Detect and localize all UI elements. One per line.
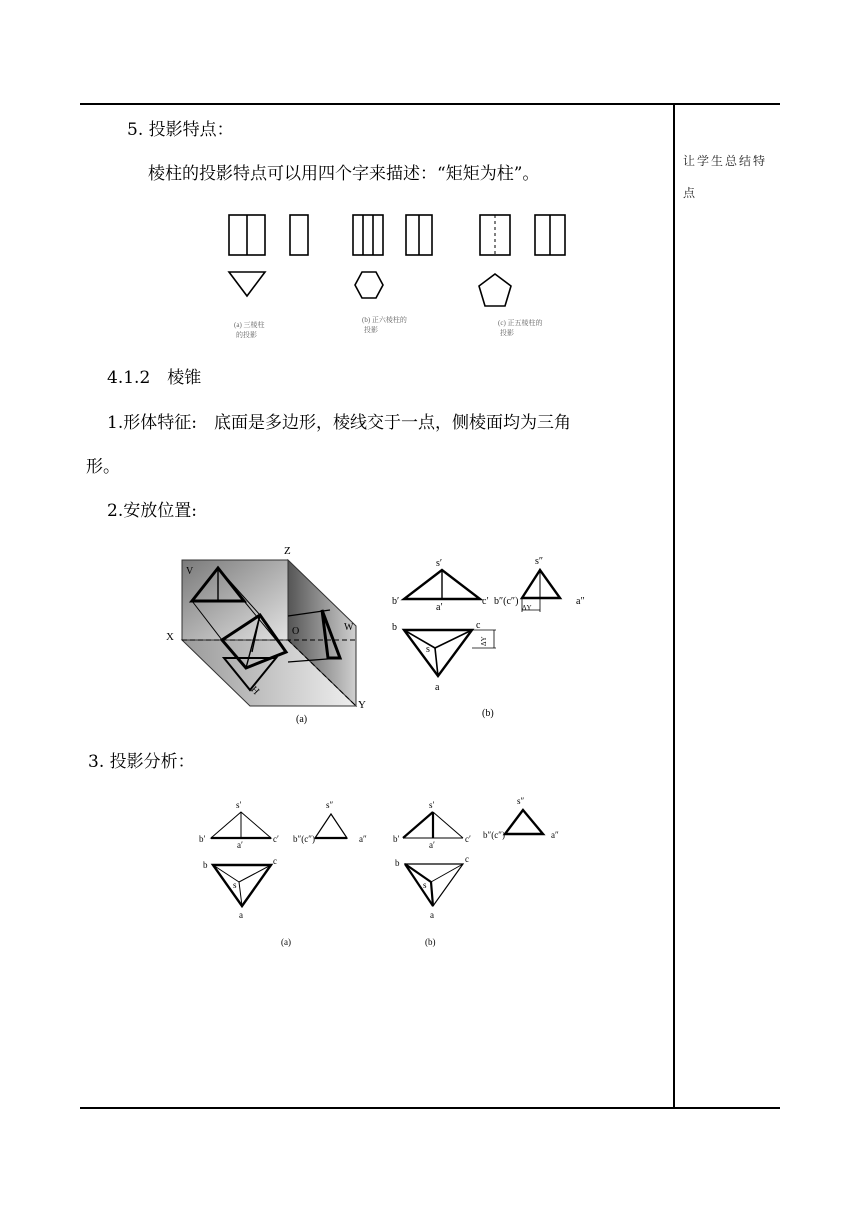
caption-c-line1: (c) 正五棱柱的: [498, 319, 543, 327]
label-dy-top: ΔY: [480, 636, 488, 646]
label-s-front: s′: [436, 558, 443, 569]
a-label-c-top: c: [273, 856, 277, 866]
b-label-s-top: s: [423, 880, 427, 890]
bottom-rule: [80, 1107, 780, 1109]
top-edge-sb: [404, 630, 435, 648]
a-side-view: [315, 814, 347, 838]
prism-c-top-view: [479, 274, 511, 306]
column-divider: [673, 103, 675, 1109]
b-label-s-side: s″: [517, 796, 525, 806]
a-label-a-side: a″: [359, 834, 367, 844]
section412-heading: 4.1.2 棱锥: [107, 368, 202, 388]
plane-w-label: W: [344, 622, 354, 633]
placement-heading: 2.安放位置:: [107, 501, 197, 521]
analysis-b-views: [403, 810, 543, 906]
b-label-bc-side: b″(c″): [483, 830, 505, 840]
b-top-ab: [405, 864, 433, 906]
prism-a-top-view: [229, 272, 265, 296]
top-rule: [80, 103, 780, 105]
side-view: [522, 570, 560, 598]
b-label-a-side: a″: [551, 830, 559, 840]
label-c-front: c′: [482, 596, 489, 607]
section3-heading: 3. 投影分析：: [88, 752, 195, 772]
caption-c-line2: 投影: [500, 329, 514, 337]
section5-heading: 5. 投影特点：: [127, 120, 234, 140]
analysis-a-views: [211, 812, 347, 906]
label-s-side: s″: [535, 556, 544, 567]
a-label-b-front: b′: [199, 834, 206, 844]
a-label-c-front: c′: [273, 834, 279, 844]
b-label-a-front: a′: [429, 840, 435, 850]
label-a-side: a″: [576, 596, 585, 607]
plane-v-label: V: [186, 566, 194, 577]
label-a-top: a: [435, 682, 440, 693]
caption-placement-b: (b): [482, 708, 494, 719]
prism-b-top-view: [355, 272, 383, 298]
b-side-view: [505, 810, 543, 834]
section5-body: 棱柱的投影特点可以用四个字来描述：“矩矩为柱”。: [148, 164, 540, 184]
feature-line2: 形。: [86, 457, 120, 477]
b-label-a-top: a: [430, 910, 434, 920]
b-top-sb: [405, 864, 431, 882]
pyramid-placement-figure: [160, 540, 600, 730]
b-label-s-front: s′: [429, 800, 435, 810]
caption-b-line1: (b) 正六棱柱的: [362, 316, 407, 324]
label-s-top: s: [426, 644, 430, 655]
label-bc-side: b″(c″): [494, 596, 519, 607]
b-front-right: [433, 812, 463, 838]
axis-y-label: Y: [358, 699, 366, 711]
projection-analysis-figure: [195, 790, 595, 955]
sidebar-note-line1: 让学生总结特: [683, 154, 768, 168]
caption-a-line1: (a) 三棱柱: [234, 321, 265, 329]
b-top-sc: [431, 864, 463, 882]
caption-a-line2: 的投影: [236, 331, 257, 339]
hexagonal-prism-views: [353, 215, 432, 298]
prism-b-front-view: [353, 215, 383, 255]
label-dy-side: ΔY: [522, 604, 532, 612]
a-label-bc-side: b″(c″): [293, 834, 315, 844]
feature-line1: 1.形体特征: 底面是多边形，棱线交于一点，侧棱面均为三角: [107, 413, 571, 433]
label-b-front: b′: [392, 596, 400, 607]
caption-placement-a: (a): [296, 714, 308, 725]
origin-label: O: [292, 626, 300, 637]
label-c-top: c: [476, 620, 481, 631]
prism-projection-figure: [220, 210, 580, 345]
a-label-s-front: s′: [236, 800, 242, 810]
label-b-top: b: [392, 622, 397, 633]
axis-z-label: Z: [284, 545, 291, 557]
a-label-a-top: a: [239, 910, 243, 920]
b-front-left: [403, 812, 433, 838]
b-label-b-front: b′: [393, 834, 400, 844]
caption-b-line2: 投影: [364, 326, 378, 334]
prism-a-side-view: [290, 215, 308, 255]
axis-x-label: X: [166, 631, 174, 643]
plane-h-label: H: [248, 684, 262, 698]
b-label-b-top: b: [395, 858, 400, 868]
b-label-c-top: c: [465, 854, 469, 864]
b-label-c-front: c′: [465, 834, 471, 844]
a-label-a-front: a′: [237, 840, 243, 850]
triangular-prism-views: [229, 215, 308, 296]
analysis-caption-a: (a): [281, 937, 291, 947]
a-label-s-top: s: [233, 880, 237, 890]
a-label-b-top: b: [203, 860, 208, 870]
analysis-caption-b: (b): [425, 937, 436, 947]
label-a-front: a′: [436, 602, 443, 613]
a-label-s-side: s″: [326, 800, 334, 810]
pentagonal-prism-views: [479, 215, 565, 306]
sidebar-note-line2: 点: [683, 186, 698, 200]
three-view-drawing: [404, 570, 560, 676]
